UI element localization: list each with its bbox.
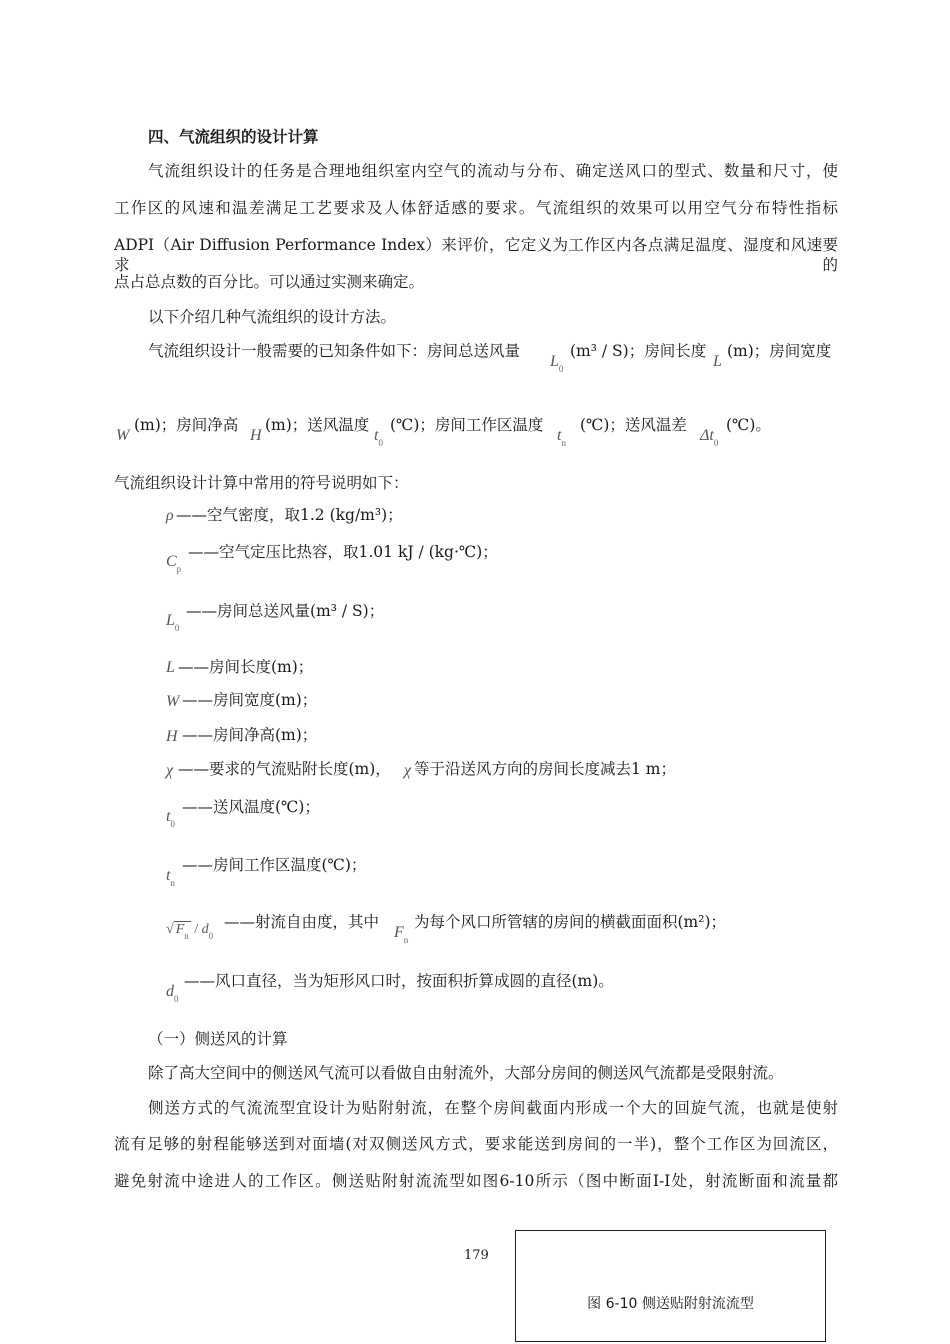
intro-line-2: 工作区的风速和温差满足工艺要求及人体舒适感的要求。气流组织的效果可以用空气分布特性指标 bbox=[114, 199, 838, 217]
symbol-H-def: H bbox=[166, 728, 178, 745]
known-text-d: (m)；房间净高 bbox=[134, 416, 239, 434]
def-t0: ——送风温度(℃)； bbox=[182, 798, 320, 816]
symbol-L0: $L_0$ bbox=[550, 353, 564, 374]
side-line-1: 除了高大空间中的侧送风气流可以看做自由射流外，大部分房间的侧送风气流都是受限射流。 bbox=[148, 1064, 784, 1082]
def-H: ——房间净高(m)； bbox=[182, 726, 318, 744]
known-text-h: (℃)。 bbox=[726, 416, 771, 434]
symbol-t0-def: $t_0$ bbox=[166, 808, 175, 829]
def-tn: ——房间工作区温度(℃)； bbox=[182, 856, 367, 874]
known-text-a: 气流组织设计一般需要的已知条件如下：房间总送风量 bbox=[148, 342, 521, 360]
symbol-t0: $t_0$ bbox=[374, 427, 383, 448]
symbol-cp: $C_p$ bbox=[166, 553, 182, 574]
def-sqrt-a: ——射流自由度，其中 bbox=[224, 913, 380, 931]
symbol-delta-t0: $\Delta t_0$ bbox=[700, 427, 719, 448]
intro-line-3: ADPI（Air Diffusion Performance Index）来评价，它定义为工作区内各点满足温度、湿度和风速要求的 bbox=[114, 236, 838, 274]
known-text-e: (m)；送风温度 bbox=[265, 416, 370, 434]
def-chi-a: ——要求的气流贴附长度(m)， bbox=[178, 760, 391, 778]
symbol-chi-2: χ bbox=[404, 762, 412, 779]
def-chi-b: 等于沿送风方向的房间长度减去1 m； bbox=[414, 760, 676, 778]
def-W: ——房间宽度(m)； bbox=[182, 691, 318, 709]
section-title: 四、气流组织的设计计算 bbox=[148, 127, 319, 146]
def-L0: ——房间总送风量(m³ / S)； bbox=[186, 602, 385, 620]
def-rho: ——空气密度，取1.2 (kg/m³)； bbox=[176, 506, 403, 524]
figure-frame bbox=[515, 1230, 826, 1342]
symbol-tn: $t_n$ bbox=[557, 427, 566, 448]
symbol-tn-def: $t_n$ bbox=[166, 867, 175, 888]
def-cp: ——空气定压比热容，取1.01 kJ / (kg·℃)； bbox=[188, 543, 498, 561]
symbol-chi: χ bbox=[166, 762, 174, 779]
symbol-Fn: $F_n$ bbox=[394, 924, 409, 945]
subsection-title: （一）侧送风的计算 bbox=[148, 1030, 288, 1048]
def-d0: ——风口直径，当为矩形风口时，按面积折算成圆的直径(m)。 bbox=[184, 972, 614, 990]
symbol-W-def: W bbox=[166, 693, 180, 710]
symbol-d0: $d_0$ bbox=[166, 983, 179, 1004]
symbol-sqrt-Fn-d0: √ $F_n / d_0$ bbox=[166, 922, 214, 941]
known-text-b: (m³ / S)；房间长度 bbox=[570, 342, 707, 360]
intro-line-5: 以下介绍几种气流组织的设计方法。 bbox=[148, 308, 397, 326]
symbol-H: H bbox=[250, 427, 262, 444]
symbol-L0-def: $L_0$ bbox=[166, 612, 180, 633]
symbol-L-def: L bbox=[166, 659, 175, 676]
side-line-2: 侧送方式的气流流型宜设计为贴附射流，在整个房间截面内形成一个大的回旋气流，也就是使射 bbox=[148, 1099, 838, 1117]
symbols-intro: 气流组织设计计算中常用的符号说明如下： bbox=[114, 474, 409, 492]
side-line-4: 避免射流中途进人的工作区。侧送贴附射流流型如图6-10所示（图中断面I-I处，射流断面和流量都 bbox=[114, 1172, 838, 1190]
figure-caption: 图 6-10 侧送贴附射流流型 bbox=[587, 1296, 754, 1312]
side-line-3: 流有足够的射程能够送到对面墙(对双侧送风方式，要求能送到房间的一半)，整个工作区为回流区， bbox=[114, 1135, 838, 1153]
known-text-c: (m)；房间宽度 bbox=[727, 342, 832, 360]
def-L: ——房间长度(m)； bbox=[178, 658, 314, 676]
intro-line-4: 点占总点数的百分比。可以通过实测来确定。 bbox=[114, 273, 425, 291]
symbol-L: L bbox=[713, 353, 722, 370]
def-sqrt-b: 为每个风口所管辖的房间的横截面面积(m²)； bbox=[414, 913, 727, 931]
page-number: 179 bbox=[464, 1248, 489, 1263]
symbol-rho: ρ bbox=[166, 507, 174, 524]
known-text-g: (℃)；送风温差 bbox=[580, 416, 687, 434]
symbol-W: W bbox=[116, 427, 130, 444]
known-text-f: (℃)；房间工作区温度 bbox=[390, 416, 544, 434]
intro-line-1: 气流组织设计的任务是合理地组织室内空气的流动与分布、确定送风口的型式、数量和尺寸，使 bbox=[148, 162, 838, 180]
